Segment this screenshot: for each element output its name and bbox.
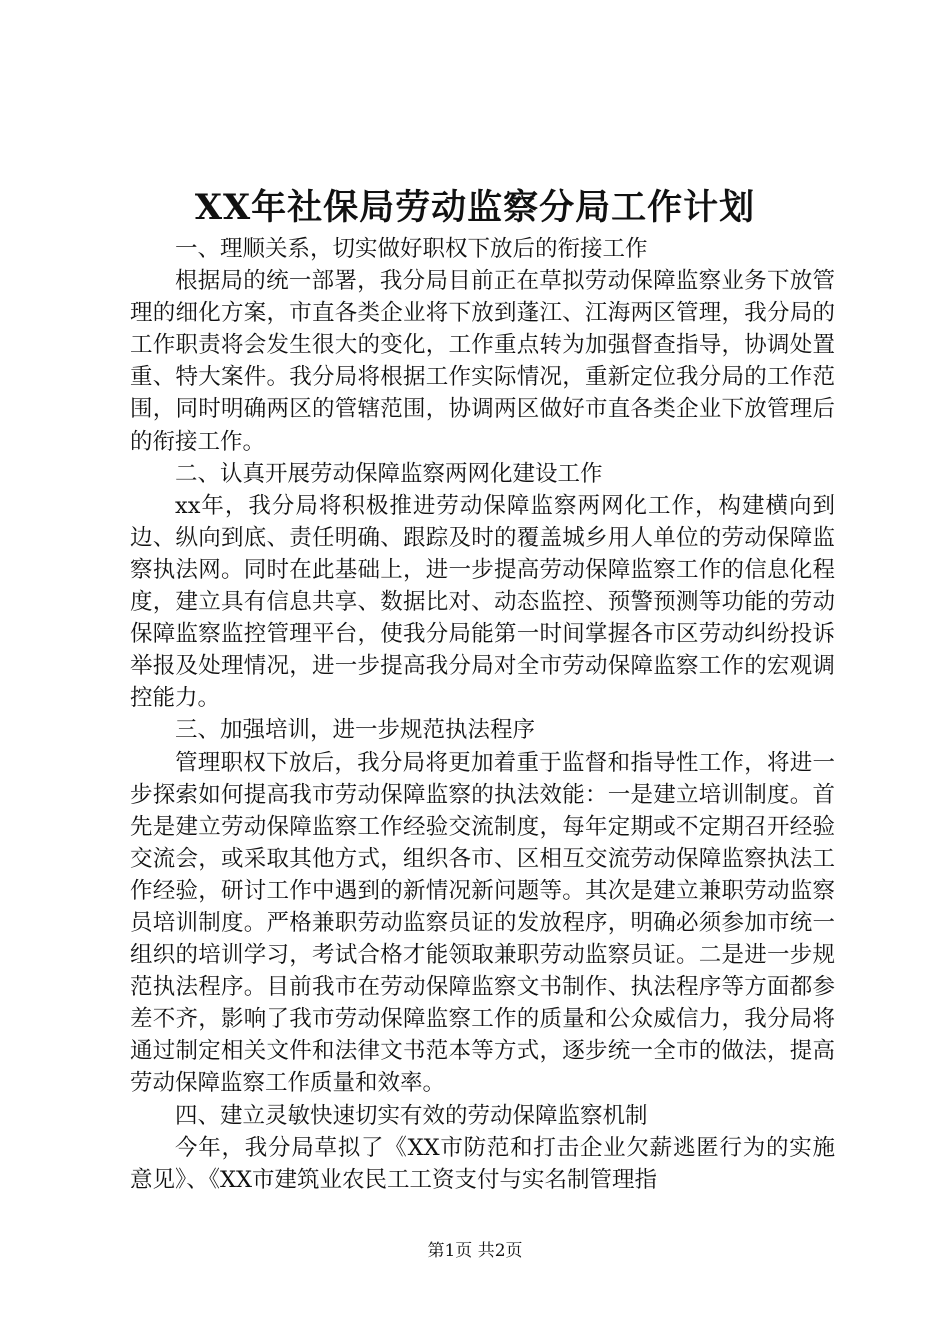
section-heading-1: 一、理顺关系，切实做好职权下放后的衔接工作 bbox=[175, 236, 648, 262]
paragraph-3: 管理职权下放后，我分局将更加着重于监督和指导性工作，将进一步探索如何提高我市劳动保障监察的执法效能：一是建立培训制度。首先是建立劳动保障监察工作经验交流制度，每年定期或不定期召开经验交流会，或采取其他方式，组织各市、区相互交流劳动保障监察执法工作经验，研讨工作中遇到的新情况新问题等。其次是建立兼职劳动监察员培训制度。严格兼职劳动监察员证的发放程序，明确必须参加市统一组织的培训学习，考试合格才能领取兼职劳动监察员证。二是进一步规范执法程序。目前我市在劳动保障监察文书制作、执法程序等方面都参差不齐，影响了我市劳动保障监察工作的质量和公众威信力，我分局将通过制定相关文件和法律文书范本等方式，逐步统一全市的做法，提高劳动保障监察工作质量和效率。 bbox=[130, 749, 835, 1097]
paragraph-1: 根据局的统一部署，我分局目前正在草拟劳动保障监察业务下放管理的细化方案，市直各类企业将下放到蓬江、江海两区管理，我分局的工作职责将会发生很大的变化，工作重点转为加强督查指导，协调处置重、特大案件。我分局将根据工作实际情况，重新定位我分局的工作范围，同时明确两区的管辖范围，协调两区做好市直各类企业下放管理后的衔接工作。 bbox=[130, 268, 835, 455]
section-heading-4: 四、建立灵敏快速切实有效的劳动保障监察机制 bbox=[175, 1102, 648, 1129]
document-title: XX年社保局劳动监察分局工作计划 bbox=[194, 187, 756, 228]
paragraph-4: 今年，我分局草拟了《XX市防范和打击企业欠薪逃匿行为的实施意见》、《XX市建筑业农民工工资支付与实名制管理指 bbox=[130, 1134, 835, 1193]
section-heading-2: 二、认真开展劳动保障监察两网化建设工作 bbox=[175, 460, 603, 487]
document-body bbox=[130, 233, 835, 1196]
section-heading-3: 三、加强培训，进一步规范执法程序 bbox=[175, 717, 536, 744]
page-footer: 第1页 共2页 bbox=[427, 1241, 523, 1261]
paragraph-2: xx年，我分局将积极推进劳动保障监察两网化工作，构建横向到边、纵向到底、责任明确、跟踪及时的覆盖城乡用人单位的劳动保障监察执法网。同时在此基础上，进一步提高劳动保障监察工作的信息化程度，建立具有信息共享、数据比对、动态监控、预警预测等功能的劳动保障监察监控管理平台，使我分局能第一时间掌握各市区劳动纠纷投诉举报及处理情况，进一步提高我分局对全市劳动保障监察工作的宏观调控能力。 bbox=[130, 492, 835, 712]
